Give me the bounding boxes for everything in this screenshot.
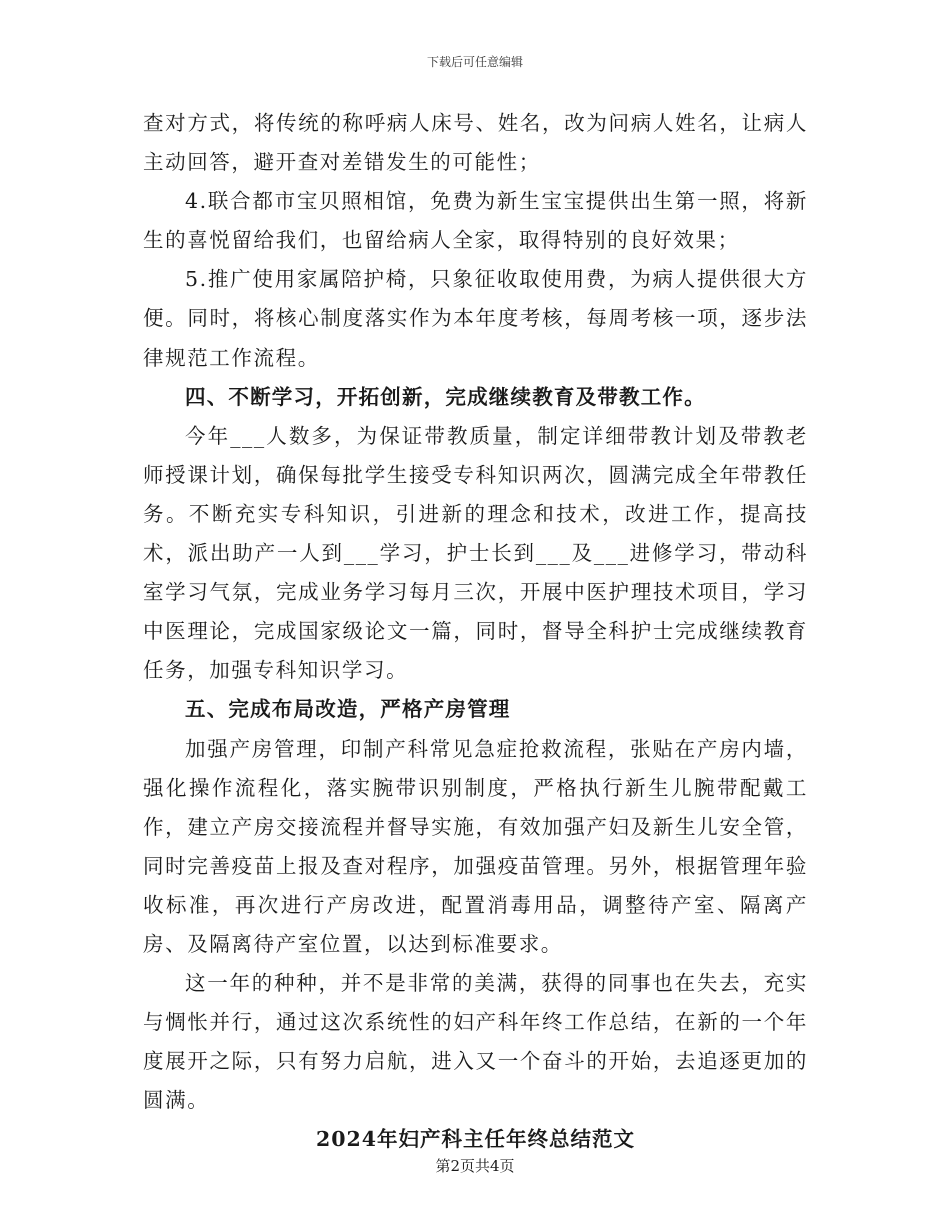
next-document-title: 2024年妇产科主任年终总结范文 (315, 1127, 636, 1152)
document-body (143, 104, 808, 1160)
section-heading-5: 五、完成布局改造，严格产房管理 (185, 697, 511, 722)
section-heading-4: 四、不断学习，开拓创新，完成继续教育及带教工作。 (185, 384, 706, 409)
paragraph-delivery-room: 加强产房管理，印制产科常见急症抢救流程，张贴在产房内墙，强化操作流程化，落实腕带识别制度，严格执行新生儿腕带配戴工作，建立产房交接流程并督导实施，有效加强产妇及新生儿安全管，同时完善疫苗上报及查对程序，加强疫苗管理。另外，根据管理年验收标准，再次进行产房改进，配置消毒用品，调整待产室、隔离产房、及隔离待产室位置，以达到标准要求。 (143, 736, 808, 956)
paragraph-item-4: 4.联合都市宝贝照相馆，免费为新生宝宝提供出生第一照，将新生的喜悦留给我们，也留给病人全家，取得特别的良好效果； (143, 189, 808, 253)
page-number: 第2页共4页 (435, 1157, 515, 1175)
paragraph-item-5: 5.推广使用家属陪护椅，只象征收取使用费，为病人提供很大方便。同时，将核心制度落实作为本年度考核，每周考核一项，逐步法律规范工作流程。 (143, 267, 808, 370)
paragraph-teaching: 今年___人数多，为保证带教质量，制定详细带教计划及带教老师授课计划，确保每批学生接受专科知识两次，圆满完成全年带教任务。不断充实专科知识，引进新的理念和技术，改进工作，提高技术，派出助产一人到___学习，护士长到___及___进修学习，带动科室学习气氛，完成业务学习每月三次，开展中医护理技术项目，学习中医理论，完成国家级论文一篇，同时，督导全科护士完成继续教育任务，加强专科知识学习。 (143, 423, 808, 683)
paragraph-check-method: 查对方式，将传统的称呼病人床号、姓名，改为问病人姓名，让病人主动回答，避开查对差错发生的可能性； (143, 111, 808, 175)
paragraph-conclusion: 这一年的种种，并不是非常的美满，获得的同事也在失去，充实与惆怅并行，通过这次系统性的妇产科年终工作总结，在新的一个年度展开之际，只有努力启航，进入又一个奋斗的开始，去追逐更加的圆满。 (143, 971, 808, 1113)
page-header-note: 下载后可任意编辑 (426, 55, 523, 69)
